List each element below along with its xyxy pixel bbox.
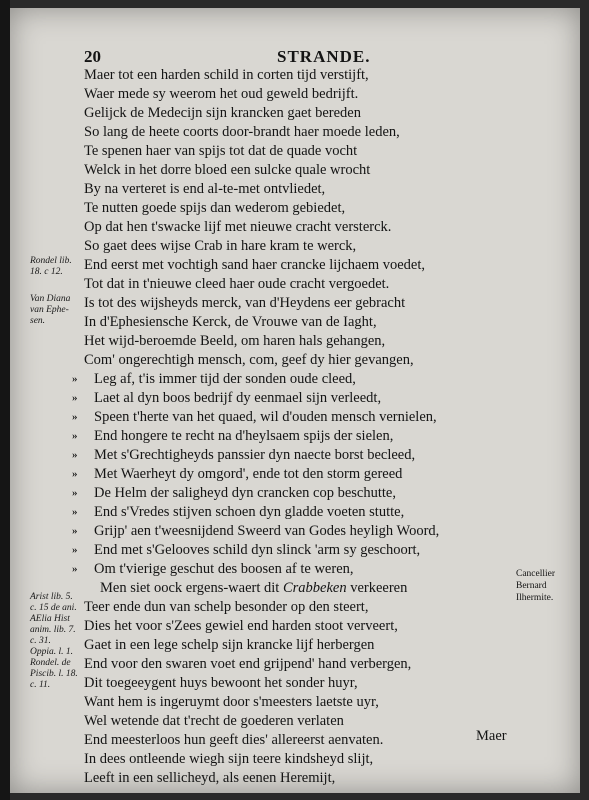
margin-note-line: Piscib. l. 18. (30, 669, 78, 679)
verse-line-text: Speen t'herte van het quaed, wil d'ouden mensch vernielen, (94, 409, 437, 425)
margin-note-sources (30, 592, 78, 691)
quote-mark: » (72, 392, 78, 404)
verse-line (72, 560, 516, 579)
verse-line (84, 218, 516, 237)
verse-line-text: Grijp' aen t'weesnijdend Sweerd van Godes heyligh Woord, (94, 523, 440, 539)
verse-line-text: Wel wetende dat t'recht de goederen verlaten (84, 713, 344, 729)
verse-line-text: End s'Vredes stijven schoen dyn gladde voeten stutte, (94, 504, 405, 520)
verse-line (72, 389, 516, 408)
verse-line-text: End met s'Gelooves schild dyn slinck 'arm sy geschoort, (94, 542, 421, 558)
verse-line-text: End meesterloos hun geeft dies' allereerst aenvaten. (84, 732, 384, 748)
verse-line (84, 180, 516, 199)
verse-line-text: End voor den swaren voet end grijpend' hand verbergen, (84, 656, 412, 672)
verse-line-text: Is tot des wijsheyds merck, van d'Heydens eer gebracht (84, 295, 406, 311)
italic-word: Crabbeken (282, 580, 347, 596)
quote-mark: » (72, 468, 78, 480)
verse-line (84, 636, 516, 655)
verse-line-text: End hongere te recht na d'heylsaem spijs der sielen, (94, 428, 394, 444)
quote-mark: » (72, 487, 78, 499)
verse-line (84, 750, 516, 769)
verse-line-text: In dees ontleende wiegh sijn teere kindsheyd slijt, (84, 751, 374, 767)
verse-line-text: Tot dat in t'nieuwe cleed haer oude cracht vergoedet. (84, 276, 390, 292)
verse-line-text: Laet al dyn boos bedrijf dy eenmael sijn verleedt, (94, 390, 382, 406)
verse-line-text: Gaet in een lege schelp sijn krancke lijf herbergen (84, 637, 375, 653)
verse-line-text: So lang de heete coorts door-brandt haer moede leden, (84, 124, 400, 140)
verse-line (72, 370, 516, 389)
margin-note-cancellier (516, 568, 555, 604)
verse-line (84, 123, 516, 142)
quote-mark: » (72, 430, 78, 442)
verse-line-text: So gaet dees wijse Crab in hare kram te werck, (84, 238, 357, 254)
verse-line-tail: verkeeren (346, 580, 408, 596)
verse-line-text: Met s'Grechtigheyds panssier dyn naecte borst becleed, (94, 447, 416, 463)
margin-note-line: anim. lib. 7. (30, 625, 76, 635)
verse-line (84, 85, 516, 104)
verse-line (84, 294, 516, 313)
verse-line (84, 674, 516, 693)
verse-line-text: Want hem is ingeruymt door s'meesters laetste uyr, (84, 694, 379, 710)
verse-line-text: Maer tot een harden schild in corten tijd verstijft, (84, 67, 369, 83)
verse-line (84, 142, 516, 161)
verse-line-text: Gelijck de Medecijn sijn krancken gaet bereden (84, 105, 361, 121)
scan-gutter (0, 0, 10, 800)
verse-line (72, 465, 516, 484)
quote-mark: » (72, 373, 78, 385)
quote-mark: » (72, 506, 78, 518)
verse-line-text: De Helm der saligheyd dyn crancken cop beschutte, (94, 485, 396, 501)
quote-mark: » (72, 411, 78, 423)
verse-line (84, 256, 516, 275)
verse-line-text: Waer mede sy weerom het oud geweld bedrijft. (84, 86, 359, 102)
verse-line (72, 503, 516, 522)
margin-note-line: Rondel. de (30, 658, 71, 668)
verse-line-text: In d'Ephesiensche Kerck, de Vrouwe van de Iaght, (84, 314, 377, 330)
margin-note-line: c. 11. (30, 680, 51, 690)
verse-line-text: Welck in het dorre bloed een sulcke quale wrocht (84, 162, 371, 178)
margin-note-line: Van Diana (30, 294, 71, 304)
verse-line-text: Dies het voor s'Zees gewiel end harden stoot verveert, (84, 618, 398, 634)
verse-text (72, 66, 516, 788)
verse-line-text: End eerst met vochtigh sand haer crancke lijchaem voedet, (84, 257, 426, 273)
verse-line (72, 484, 516, 503)
quote-mark: » (72, 544, 78, 556)
verse-line-text: Te nutten goede spijs dan wederom gebiedet, (84, 200, 346, 216)
margin-note-line: Bernard (516, 581, 547, 591)
margin-note-line: van Ephe- (30, 305, 69, 315)
verse-line (72, 541, 516, 560)
verse-line-text: Te spenen haer van spijs tot dat de quade vocht (84, 143, 358, 159)
verse-line (72, 522, 516, 541)
verse-line-text: Com' ongerechtigh mensch, com, geef dy hier gevangen, (84, 352, 414, 368)
verse-line (84, 655, 516, 674)
verse-line (84, 351, 516, 370)
verse-line-text: Om t'vierige geschut des boosen af te weren, (94, 561, 354, 577)
verse-line-text: Men siet oock ergens-waert dit (100, 580, 283, 596)
verse-line (84, 693, 516, 712)
catchword: Maer (476, 728, 507, 744)
verse-line-text: Leeft in een sellicheyd, als eenen Heremijt, (84, 770, 336, 786)
margin-note-line: sen. (30, 316, 46, 326)
verse-line-text: Met Waerheyt dy omgord', ende tot den storm gereed (94, 466, 403, 482)
quote-mark: » (72, 563, 78, 575)
verse-line (84, 199, 516, 218)
verse-line-text: Op dat hen t'swacke lijf met nieuwe cracht versterck. (84, 219, 392, 235)
quote-mark: » (72, 525, 78, 537)
verse-line (72, 446, 516, 465)
verse-line-text: By na verteret is end al-te-met ontvliedet, (84, 181, 326, 197)
verse-line (84, 104, 516, 123)
verse-line (84, 712, 516, 731)
verse-line (72, 427, 516, 446)
margin-note-line: c. 31. (30, 636, 51, 646)
verse-line (84, 237, 516, 256)
margin-note-line: Ilhermite. (516, 593, 554, 603)
margin-note-rondel (30, 256, 72, 278)
verse-line (84, 66, 516, 85)
verse-line-text: Het wijd-beroemde Beeld, om haren hals gehangen, (84, 333, 386, 349)
margin-note-line: Arist lib. 5. (30, 592, 73, 602)
verse-line-text: Teer ende dun van schelp besonder op den steert, (84, 599, 369, 615)
running-title: STRANDE. (277, 47, 371, 66)
verse-line-text: Leg af, t'is immer tijd der sonden oude cleed, (94, 371, 356, 387)
page-header (84, 47, 504, 67)
verse-line (84, 313, 516, 332)
verse-line-text: Dit toegeeygent huys bewoont het sonder huyr, (84, 675, 358, 691)
margin-note-line: 18. c 12. (30, 267, 63, 277)
verse-line (72, 408, 516, 427)
margin-note-diana (30, 294, 70, 327)
verse-line (84, 579, 516, 598)
verse-line (84, 598, 516, 617)
verse-line (84, 161, 516, 180)
verse-line (84, 617, 516, 636)
margin-note-line: Cancellier (516, 569, 556, 579)
margin-note-line: Oppia. l. 1. (30, 647, 74, 657)
verse-line (84, 275, 516, 294)
quote-mark: » (72, 449, 78, 461)
verse-line (84, 731, 516, 750)
margin-note-line: c. 15 de ani. (30, 603, 77, 613)
verse-line (84, 332, 516, 351)
margin-note-line: AElia Hist (30, 614, 70, 624)
verse-line (84, 769, 516, 788)
margin-note-line: Rondel lib. (30, 256, 72, 266)
page-number: 20 (84, 47, 101, 66)
